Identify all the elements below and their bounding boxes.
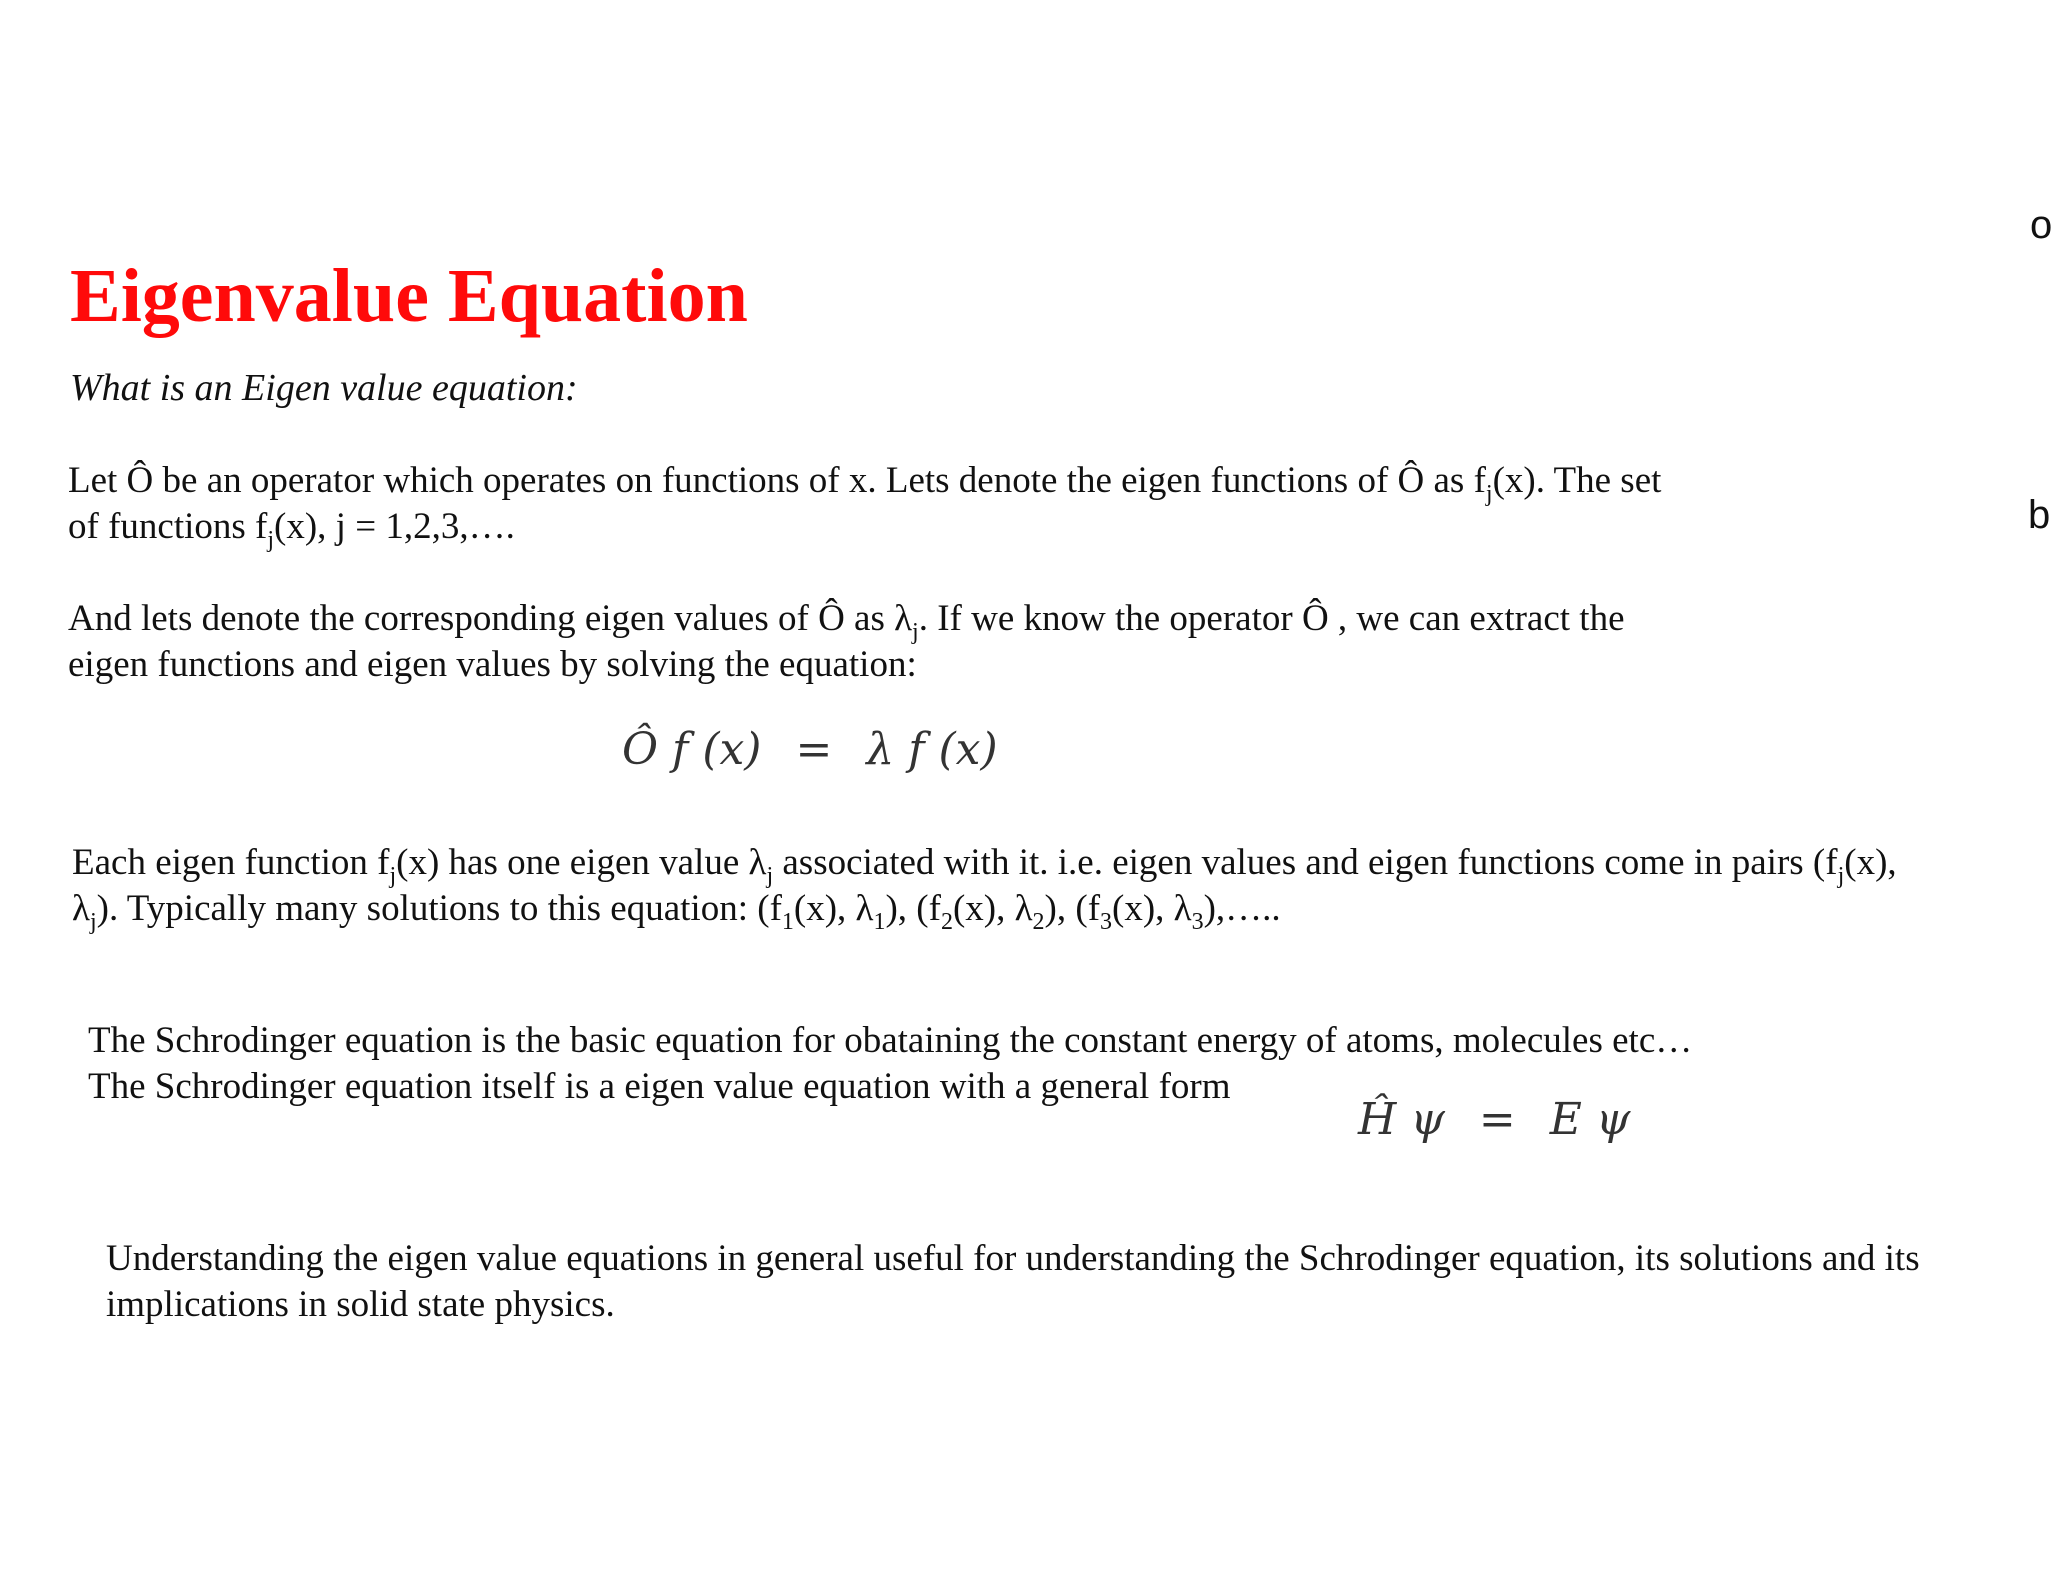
text-run: (x), — [1844, 842, 1897, 883]
subscript: 3 — [1100, 909, 1113, 935]
paragraph-schrodinger — [88, 1018, 1692, 1110]
paragraph-line: The Schrodinger equation itself is a eigen value equation with a general form — [88, 1066, 1231, 1107]
paragraph-line — [68, 596, 1625, 645]
text-run: (x) has one eigen value λ — [396, 842, 767, 883]
paragraph-conclusion — [106, 1236, 1920, 1328]
paragraph-line: eigen functions and eigen values by solving the equation: — [68, 644, 917, 685]
text-run: ), (f — [885, 888, 941, 929]
slide-subtitle: What is an Eigen value equation: — [70, 367, 578, 409]
paragraph-eigen-values — [68, 596, 1625, 688]
equation-equals: = — [1478, 1094, 1516, 1145]
paragraph-line: The Schrodinger equation is the basic equation for obataining the constant energy of atoms, molecules etc… — [88, 1020, 1693, 1061]
text-run: (x), λ — [1112, 888, 1192, 929]
slide-title: Eigenvalue Equation — [70, 254, 748, 338]
subscript: 2 — [940, 909, 953, 935]
equation-equals: = — [795, 724, 833, 775]
equation-rhs: E ψ — [1549, 1094, 1631, 1145]
subscript: 2 — [1032, 909, 1045, 935]
text-run: Each eigen function f — [72, 842, 390, 883]
subscript: j — [1837, 863, 1845, 889]
subscript: j — [389, 863, 397, 889]
subscript: j — [912, 619, 919, 645]
paragraph-line: implications in solid state physics. — [106, 1284, 615, 1325]
text-run: . If we know the operator Ô , we can extract the — [918, 598, 1625, 639]
text-run: (x), j = 1,2,3,…. — [274, 506, 515, 547]
text-run: λ — [72, 888, 90, 929]
clipped-edge-text: o — [2030, 203, 2052, 247]
text-run: ),….. — [1203, 888, 1281, 929]
text-run: (x). The set — [1492, 460, 1662, 501]
text-run: ), (f — [1044, 888, 1101, 929]
subscript: 3 — [1191, 909, 1204, 935]
paragraph-line: Understanding the eigen value equations in general useful for understanding the Schrodinger equation, its solutions and its — [106, 1238, 1920, 1279]
paragraph-line — [68, 458, 1662, 507]
text-run: ). Typically many solutions to this equation: (f — [96, 888, 782, 929]
paragraph-line — [72, 840, 1897, 889]
clipped-edge-text: b — [2028, 493, 2051, 537]
schrodinger-equation — [1358, 1094, 1631, 1145]
text-run: And lets denote the corresponding eigen values of Ô as λ — [68, 598, 913, 639]
eigenvalue-equation — [622, 724, 998, 775]
equation-rhs: λ f (x) — [866, 724, 998, 775]
text-run: (x), λ — [952, 888, 1033, 929]
subscript: 1 — [781, 909, 794, 935]
equation-lhs: Ĥ ψ — [1358, 1094, 1445, 1145]
equation-lhs: Ô f (x) — [622, 724, 762, 775]
subscript: 1 — [873, 909, 886, 935]
paragraph-operator-definition — [68, 458, 1662, 553]
text-run: of functions f — [68, 506, 268, 547]
paragraph-eigen-pairs — [72, 840, 1897, 935]
text-run: associated with it. i.e. eigen values and eigen functions come in pairs (f — [773, 842, 1838, 883]
paragraph-line — [68, 504, 1661, 553]
subscript: j — [267, 527, 275, 553]
subscript: j — [1485, 481, 1493, 507]
subscript: j — [766, 863, 774, 889]
subscript: j — [89, 909, 97, 935]
text-run: Let Ô be an operator which operates on functions of x. Lets denote the eigen functions of Ô as f — [68, 460, 1486, 501]
text-run: (x), λ — [793, 888, 874, 929]
paragraph-line — [72, 886, 1897, 935]
